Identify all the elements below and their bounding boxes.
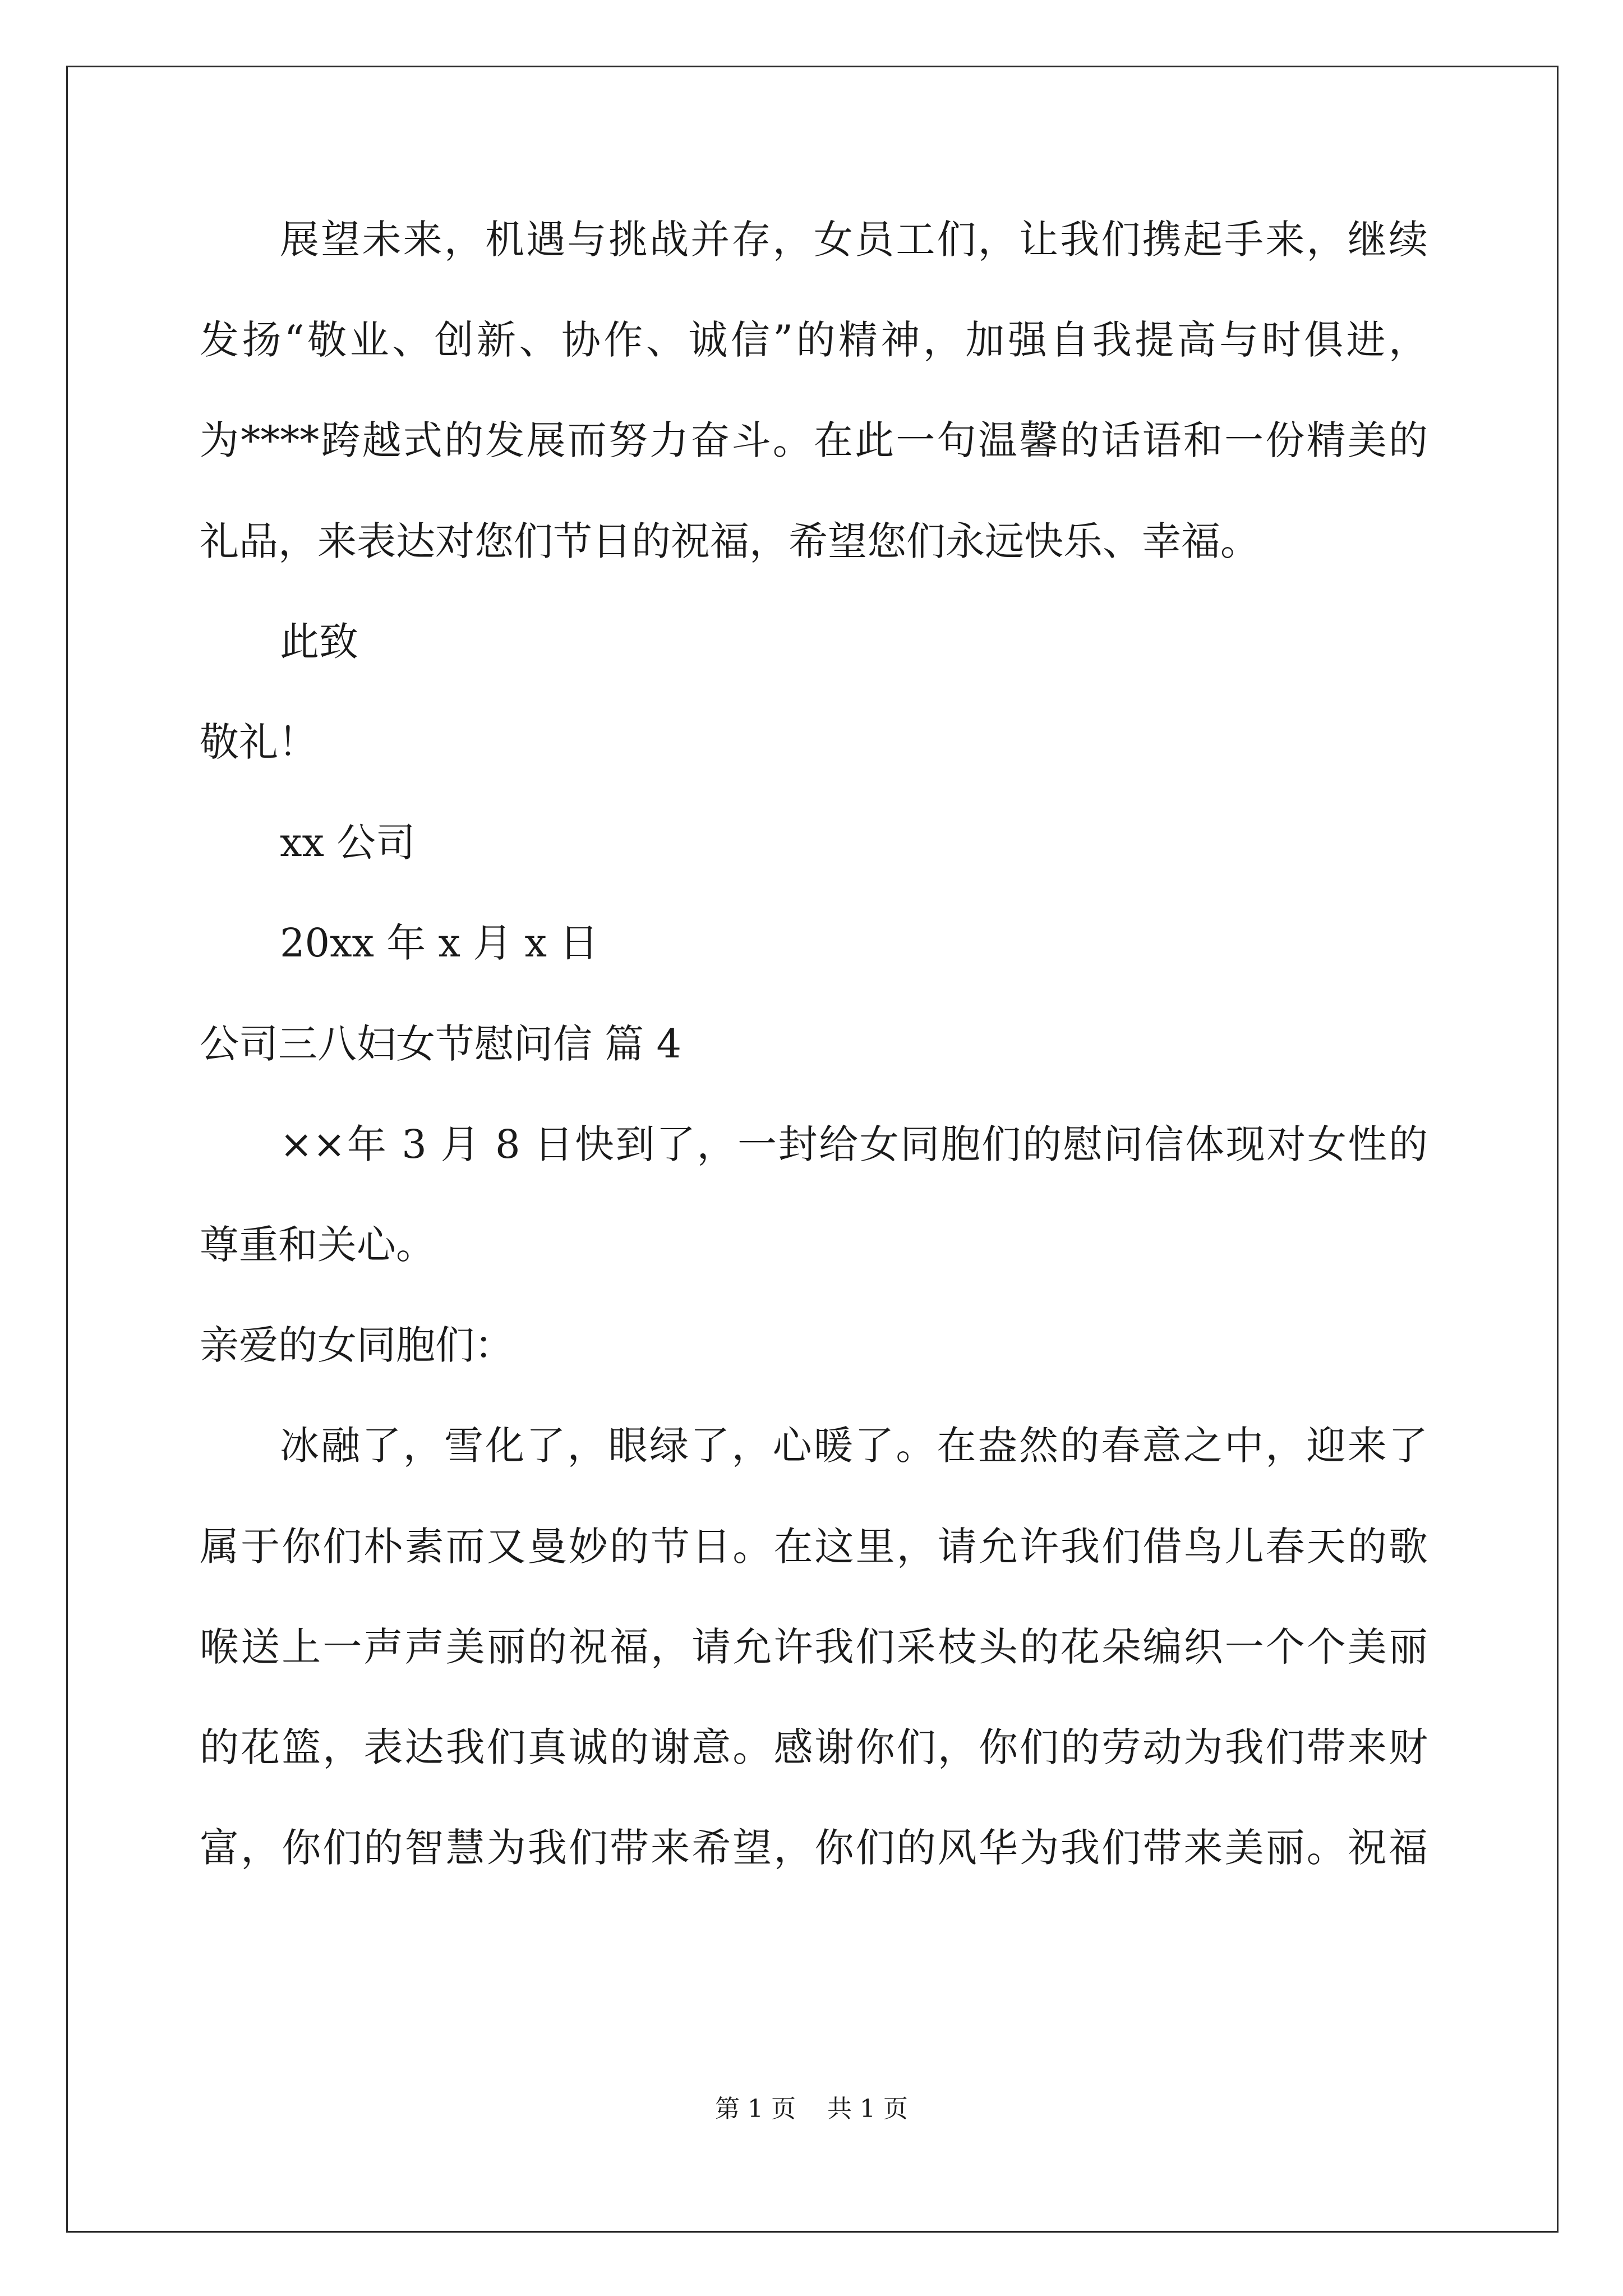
text-line: 喉送上一声声美丽的祝福，请允许我们采枝头的花朵编织一个个美丽: [200, 1623, 1428, 1670]
text-line: 展望未来，机遇与挑战并存，女员工们，让我们携起手来，继续: [280, 217, 1428, 263]
signature-date: 20xx 年 x 月 x 日: [280, 920, 599, 967]
text-line: 的花篮，表达我们真诚的谢意。感谢你们，你们的劳动为我们带来财: [200, 1724, 1428, 1770]
text-line: 尊重和关心。: [200, 1222, 435, 1268]
text-line: 富，你们的智慧为我们带来希望，你们的风华为我们带来美丽。祝福: [200, 1825, 1428, 1871]
text-line: ××年 3 月 8 日快到了，一封给女同胞们的慰问信体现对女性的: [280, 1121, 1428, 1167]
text-line: 礼品，来表达对您们节日的祝福，希望您们永远快乐、幸福。: [200, 518, 1260, 564]
text-line: 为****跨越式的发展而努力奋斗。在此一句温馨的话语和一份精美的: [200, 417, 1428, 464]
closing-regards: 敬礼！: [200, 719, 317, 765]
section-heading: 公司三八妇女节慰问信 篇 4: [200, 1020, 682, 1067]
closing-salutation: 此致: [280, 618, 358, 665]
letter-greeting: 亲爱的女同胞们：: [200, 1322, 514, 1369]
text-line: 冰融了，雪化了，眼绿了，心暖了。在盎然的春意之中，迎来了: [280, 1423, 1428, 1469]
text-line: 属于你们朴素而又曼妙的节日。在这里，请允许我们借鸟儿春天的歌: [200, 1523, 1428, 1570]
text-line: 发扬“敬业、创新、协作、诚信”的精神，加强自我提高与时俱进，: [200, 317, 1428, 364]
page-footer: 第 1 页 共 1 页: [715, 2095, 908, 2123]
signature-company: xx 公司: [280, 820, 416, 866]
